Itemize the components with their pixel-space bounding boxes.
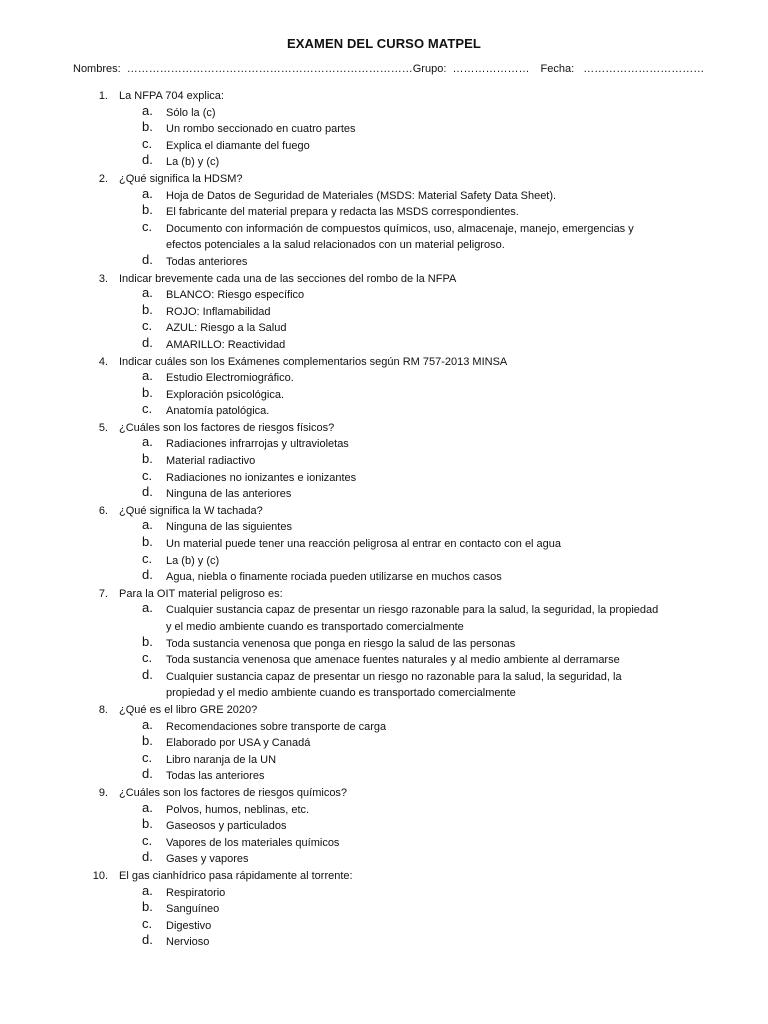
answer-option xyxy=(0,652,768,669)
question-number: 6. xyxy=(98,504,108,517)
option-letter: b. xyxy=(142,633,153,649)
option-letter: d. xyxy=(142,251,153,267)
answer-option xyxy=(0,251,768,271)
option-text: Hoja de Datos de Seguridad de Materiales (MSDS: Material Safety Data Sheet). xyxy=(166,189,557,202)
answer-option xyxy=(0,467,768,487)
option-letter: a. xyxy=(142,517,153,533)
option-text: Todas anteriores xyxy=(166,255,248,268)
question-item xyxy=(0,171,768,271)
answer-option xyxy=(0,287,768,304)
question-number: 8. xyxy=(98,703,108,716)
answer-option xyxy=(0,436,768,453)
answer-option xyxy=(0,716,768,736)
option-letter: b. xyxy=(142,301,153,317)
option-text: Un material puede tener una reacción peligrosa al entrar en contacto con el agua xyxy=(166,538,562,551)
option-text: Radiaciones infrarrojas y ultravioletas xyxy=(166,438,349,451)
option-letter: c. xyxy=(142,318,153,334)
answer-option xyxy=(0,204,768,221)
option-text: La (b) y (c) xyxy=(166,156,220,169)
answer-option xyxy=(0,735,768,752)
answer-option xyxy=(0,154,768,171)
question-item xyxy=(0,420,768,503)
option-letter: b. xyxy=(142,899,153,915)
option-letter: d. xyxy=(142,932,153,948)
option-letter: b. xyxy=(142,733,153,749)
option-text: Toda sustancia venenosa que amenace fuentes naturales y al medio ambiente al derramarse xyxy=(166,654,620,667)
question-number: 9. xyxy=(98,786,108,799)
question-row xyxy=(0,354,768,371)
option-text: Digestivo xyxy=(166,919,212,932)
answer-option xyxy=(0,882,768,902)
option-letter: c. xyxy=(142,915,153,931)
answer-option xyxy=(0,403,768,420)
answer-option xyxy=(0,301,768,321)
option-letter: a. xyxy=(142,600,153,616)
question-row xyxy=(0,88,768,105)
question-text: ¿Qué es el libro GRE 2020? xyxy=(119,703,258,716)
answer-option xyxy=(0,934,768,951)
option-letter: d. xyxy=(142,334,153,350)
nombres-dots: …………………………………………………………………… xyxy=(126,63,413,75)
question-text: La NFPA 704 explica: xyxy=(119,90,224,102)
option-letter: d. xyxy=(142,567,153,583)
option-letter: a. xyxy=(142,102,153,118)
answer-option xyxy=(0,453,768,470)
question-text: ¿Qué significa la HDSM? xyxy=(119,172,243,185)
answer-option xyxy=(0,901,768,918)
question-number: 1. xyxy=(98,90,108,102)
option-text: Toda sustancia venenosa que ponga en riesgo la salud de las personas xyxy=(166,637,516,650)
question-row xyxy=(0,785,768,802)
answer-option xyxy=(0,370,768,387)
option-letter: a. xyxy=(142,434,153,450)
option-letter: a. xyxy=(142,185,153,201)
answer-option xyxy=(0,536,768,553)
option-letter: b. xyxy=(142,534,153,550)
question-text: ¿Cuáles son los factores de riesgos químicos? xyxy=(119,786,348,799)
option-text: Explica el diamante del fuego xyxy=(166,139,310,152)
answer-option xyxy=(0,666,768,702)
answer-option xyxy=(0,486,768,503)
option-text: Ninguna de las anteriores xyxy=(166,488,292,501)
question-text: El gas cianhídrico pasa rápidamente al torrente: xyxy=(119,869,353,882)
option-text: Radiaciones no ionizantes e ionizantes xyxy=(166,471,357,484)
option-text: AZUL: Riesgo a la Salud xyxy=(166,322,287,335)
option-text: Nervioso xyxy=(166,936,210,949)
option-text: Polvos, humos, neblinas, etc. xyxy=(166,803,310,816)
option-text: La (b) y (c) xyxy=(166,554,220,567)
question-item xyxy=(0,702,768,785)
question-text: Indicar brevemente cada una de las secciones del rombo de la NFPA xyxy=(119,272,457,285)
option-text: Un rombo seccionado en cuatro partes xyxy=(166,123,356,136)
answer-option xyxy=(0,320,768,337)
answer-option xyxy=(0,799,768,819)
option-letter: d. xyxy=(142,766,153,782)
option-text: Todas las anteriores xyxy=(166,770,265,783)
answer-option xyxy=(0,218,768,254)
question-item xyxy=(0,503,768,586)
option-text: Exploración psicológica. xyxy=(166,388,285,401)
answer-option xyxy=(0,384,768,404)
question-text: ¿Qué significa la W tachada? xyxy=(119,504,263,517)
option-letter: a. xyxy=(142,882,153,898)
option-letter: b. xyxy=(142,451,153,467)
question-number: 2. xyxy=(98,172,108,185)
option-letter: c. xyxy=(142,550,153,566)
option-letter: c. xyxy=(142,650,153,666)
option-text: Sanguíneo xyxy=(166,903,220,916)
question-item xyxy=(0,88,768,171)
question-text: ¿Cuáles son los factores de riesgos físicos? xyxy=(119,421,335,434)
answer-option xyxy=(0,749,768,769)
answer-option xyxy=(0,832,768,852)
option-letter: c. xyxy=(142,218,153,234)
answer-option xyxy=(0,768,768,785)
grupo-label: Grupo: xyxy=(412,63,447,75)
option-text: Vapores de los materiales químicos xyxy=(166,836,340,849)
option-text: El fabricante del material prepara y redacta las MSDS correspondientes. xyxy=(166,206,519,219)
fecha-label: Fecha: xyxy=(540,63,575,75)
option-text: Sólo la (c) xyxy=(166,106,216,119)
answer-option xyxy=(0,519,768,536)
answer-option xyxy=(0,334,768,354)
option-text: Gaseosos y particulados xyxy=(166,820,287,833)
answer-option xyxy=(0,550,768,570)
option-letter: c. xyxy=(142,467,153,483)
option-letter: b. xyxy=(142,119,153,135)
question-text: Indicar cuáles son los Exámenes complementarios según RM 757-2013 MINSA xyxy=(119,355,508,368)
option-text: Cualquier sustancia capaz de presentar un riesgo no razonable para la salud, la seguridad, la propiedad y el medio ambiente cuando es transportado comercialmente xyxy=(166,670,622,700)
option-text: ROJO: Inflamabilidad xyxy=(166,305,271,318)
option-text: Gases y vapores xyxy=(166,853,249,866)
option-letter: c. xyxy=(142,832,153,848)
question-row xyxy=(0,171,768,188)
question-number: 7. xyxy=(98,587,108,600)
question-list xyxy=(0,88,768,951)
question-row xyxy=(0,271,768,288)
option-text: Libro naranja de la UN xyxy=(166,753,277,766)
answer-option xyxy=(0,569,768,586)
answer-option xyxy=(0,915,768,935)
option-letter: a. xyxy=(142,285,153,301)
option-letter: b. xyxy=(142,202,153,218)
question-number: 3. xyxy=(98,272,108,285)
answer-option xyxy=(0,818,768,835)
option-text: Material radiactivo xyxy=(166,455,256,468)
question-number: 4. xyxy=(98,355,108,368)
option-text: AMARILLO: Reactividad xyxy=(166,338,286,351)
option-text: Recomendaciones sobre transporte de carga xyxy=(166,720,387,733)
question-item xyxy=(0,354,768,420)
option-letter: d. xyxy=(142,666,153,682)
question-row xyxy=(0,702,768,719)
option-text: Ninguna de las siguientes xyxy=(166,521,292,534)
question-item xyxy=(0,868,768,951)
question-row xyxy=(0,503,768,520)
question-row xyxy=(0,868,768,885)
answer-option xyxy=(0,602,768,635)
question-text: Para la OIT material peligroso es: xyxy=(119,587,283,600)
answer-option xyxy=(0,135,768,155)
option-letter: a. xyxy=(142,368,153,384)
option-text: Anatomía patológica. xyxy=(166,405,270,418)
option-text: Estudio Electromiográfico. xyxy=(166,372,294,385)
option-letter: a. xyxy=(142,716,153,732)
option-text: Elaborado por USA y Canadá xyxy=(166,737,311,750)
nombres-label: Nombres: xyxy=(73,63,121,75)
question-item xyxy=(0,785,768,868)
exam-header-fields xyxy=(73,63,704,75)
option-text: Respiratorio xyxy=(166,886,226,899)
question-number: 10. xyxy=(92,869,108,882)
option-text: Agua, niebla o finamente rociada pueden utilizarse en muchos casos xyxy=(166,571,502,584)
question-number: 5. xyxy=(98,421,108,434)
option-letter: c. xyxy=(142,749,153,765)
option-letter: b. xyxy=(142,384,153,400)
answer-option xyxy=(0,633,768,653)
answer-option xyxy=(0,121,768,138)
option-letter: c. xyxy=(142,135,153,151)
option-letter: d. xyxy=(142,849,153,865)
exam-title: EXAMEN DEL CURSO MATPEL xyxy=(287,36,481,51)
option-text: Documento con información de compuestos químicos, uso, almacenaje, manejo, emergencias y efectos potenciales a la salud relacionados con un material peligroso. xyxy=(166,222,634,252)
option-letter: a. xyxy=(142,799,153,815)
option-letter: c. xyxy=(142,401,153,417)
answer-option xyxy=(0,851,768,868)
answer-option xyxy=(0,102,768,122)
question-item xyxy=(0,271,768,354)
question-item xyxy=(0,586,768,702)
option-text: Cualquier sustancia capaz de presentar un riesgo razonable para la salud, la seguridad, la propiedad y el medio ambiente cuando es transportado comercialmente xyxy=(166,604,659,633)
option-letter: d. xyxy=(142,484,153,500)
fecha-dots: …………………………… xyxy=(583,63,705,75)
question-row xyxy=(0,420,768,437)
grupo-dots: ………………… xyxy=(452,63,530,75)
option-text: BLANCO: Riesgo específico xyxy=(166,289,305,302)
option-letter: b. xyxy=(142,816,153,832)
question-row xyxy=(0,586,768,603)
option-letter: d. xyxy=(142,152,153,168)
answer-option xyxy=(0,185,768,205)
